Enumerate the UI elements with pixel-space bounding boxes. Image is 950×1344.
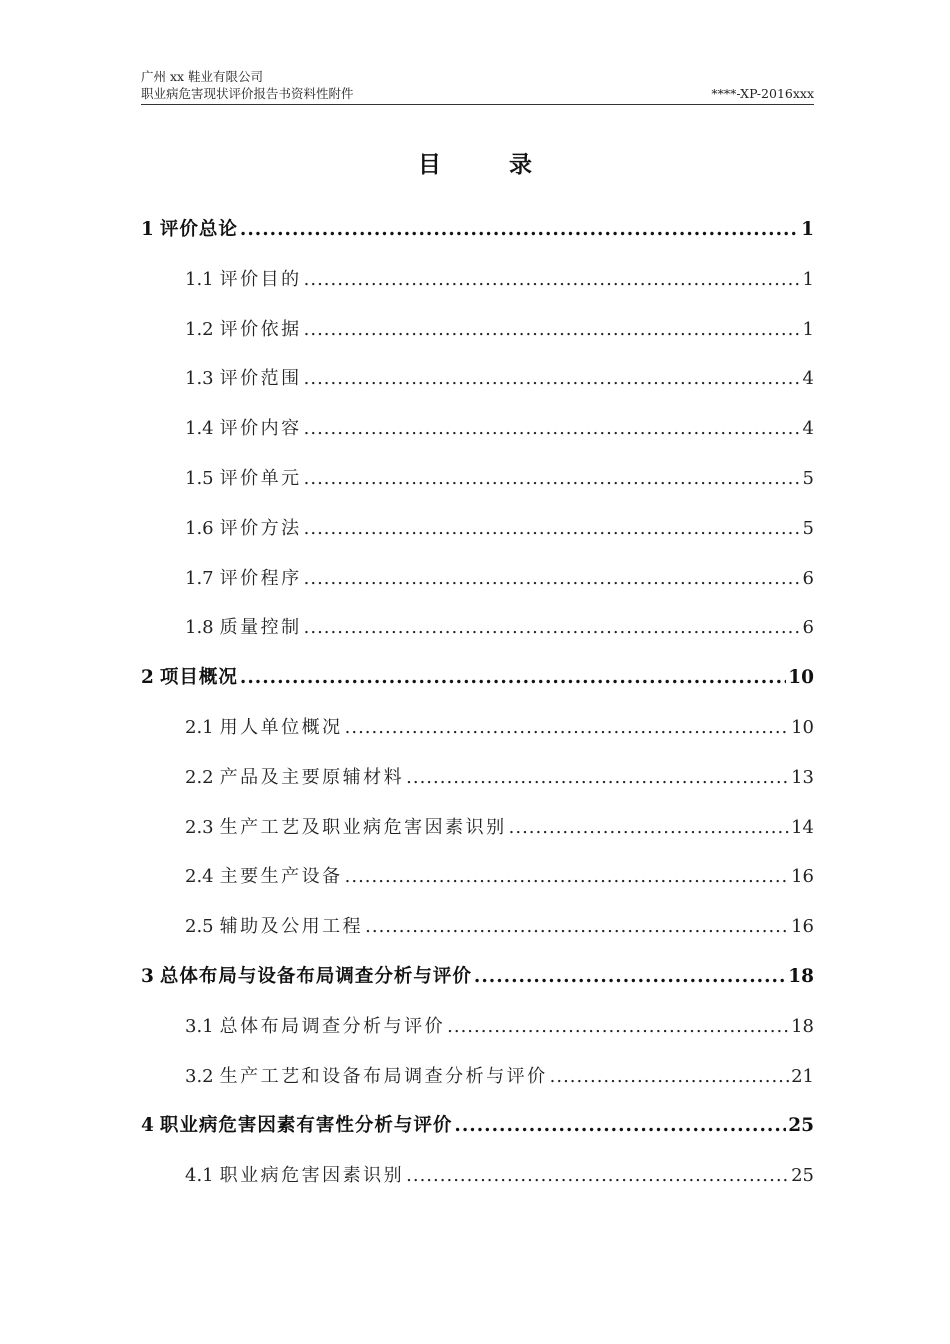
toc-entry-label: 辅助及公用工程 [219, 916, 364, 938]
toc-entry-page-number: 1 [801, 219, 814, 240]
toc-entry-page-number: 10 [791, 716, 814, 738]
toc-entry-number: 2 [141, 667, 154, 689]
toc-entry-label: 生产工艺及职业病危害因素识别 [219, 816, 507, 838]
toc-dot-leader [454, 1101, 786, 1151]
toc-entry-label: 评价方法 [219, 517, 302, 539]
toc-entry-page-number: 21 [791, 1065, 814, 1087]
toc-entry-label: 项目概况 [159, 667, 238, 689]
toc-dot-leader [304, 603, 801, 653]
toc-dot-leader [345, 852, 789, 902]
toc-entry-label: 评价目的 [219, 268, 302, 290]
toc-dot-leader [240, 653, 786, 703]
toc-entry-page-number: 1 [802, 268, 814, 290]
toc-entry-number: 2.3 [185, 816, 214, 838]
toc-entry-page-number: 5 [802, 517, 814, 539]
toc-entry-label: 评价范围 [219, 368, 302, 390]
toc-entry-number: 2.2 [185, 766, 214, 788]
toc-entry-number: 3 [141, 965, 154, 987]
toc-entry-number: 3.1 [185, 1015, 214, 1037]
toc-chapter-entry[interactable] [141, 952, 814, 1002]
toc-entry-page-number: 16 [791, 866, 814, 888]
toc-chapter-entry[interactable] [141, 1101, 814, 1151]
toc-entry-number: 1.7 [185, 567, 214, 589]
toc-dot-leader [304, 554, 801, 604]
toc-entry-number: 1.1 [185, 268, 214, 290]
toc-entry-number: 1.5 [185, 467, 214, 489]
toc-dot-leader [345, 703, 789, 753]
toc-section-entry[interactable] [141, 603, 814, 653]
header-line [141, 85, 814, 102]
toc-section-entry[interactable] [141, 753, 814, 803]
toc-dot-leader [550, 1052, 789, 1102]
toc-entry-page-number: 14 [791, 816, 814, 838]
toc-section-entry[interactable] [141, 404, 814, 454]
toc-dot-leader [304, 454, 801, 504]
toc-dot-leader [406, 753, 789, 803]
toc-dot-leader [304, 305, 801, 355]
toc-section-entry[interactable] [141, 504, 814, 554]
toc-dot-leader [304, 404, 801, 454]
toc-section-entry[interactable] [141, 1002, 814, 1052]
toc-section-entry[interactable] [141, 1052, 814, 1102]
toc-entry-page-number: 6 [802, 617, 814, 639]
toc-entry-page-number: 25 [791, 1165, 814, 1187]
toc-section-entry[interactable] [141, 305, 814, 355]
header-doc-title: 职业病危害现状评价报告书资料性附件 [141, 86, 354, 101]
toc-section-entry[interactable] [141, 554, 814, 604]
toc-entry-number: 3.2 [185, 1065, 214, 1087]
table-of-contents [141, 205, 814, 1201]
toc-entry-page-number: 10 [788, 667, 814, 689]
toc-entry-page-number: 18 [788, 965, 814, 987]
toc-entry-label: 主要生产设备 [219, 866, 343, 888]
toc-entry-page-number: 13 [791, 766, 814, 788]
toc-entry-number: 1.8 [185, 617, 214, 639]
toc-entry-label: 总体布局调查分析与评价 [219, 1015, 446, 1037]
toc-entry-page-number: 4 [802, 418, 814, 440]
toc-dot-leader [304, 354, 801, 404]
toc-entry-number: 1.2 [185, 318, 214, 340]
toc-entry-number: 1.6 [185, 517, 214, 539]
header-doc-code: ****-XP-2016xxx [711, 86, 814, 101]
toc-chapter-entry[interactable] [141, 653, 814, 703]
toc-entry-number: 2.4 [185, 866, 214, 888]
toc-entry-page-number: 16 [791, 916, 814, 938]
toc-dot-leader [406, 1151, 789, 1201]
toc-dot-leader [474, 952, 786, 1002]
toc-entry-page-number: 1 [802, 318, 814, 340]
toc-section-entry[interactable] [141, 703, 814, 753]
toc-dot-leader [304, 504, 801, 554]
toc-dot-leader [240, 205, 799, 255]
toc-dot-leader [509, 803, 789, 853]
toc-dot-leader [447, 1002, 789, 1052]
toc-entry-page-number: 18 [791, 1015, 814, 1037]
toc-dot-leader [304, 255, 801, 305]
toc-entry-label: 生产工艺和设备布局调查分析与评价 [219, 1065, 548, 1087]
toc-entry-label: 评价程序 [219, 567, 302, 589]
toc-section-entry[interactable] [141, 454, 814, 504]
page-title: 目 录 [417, 151, 562, 178]
toc-entry-page-number: 6 [802, 567, 814, 589]
toc-entry-label: 评价内容 [219, 418, 302, 440]
toc-section-entry[interactable] [141, 803, 814, 853]
toc-entry-label: 总体布局与设备布局调查分析与评价 [159, 965, 472, 987]
toc-entry-page-number: 25 [788, 1115, 814, 1137]
toc-entry-number: 1 [141, 219, 154, 240]
toc-entry-number: 1.3 [185, 368, 214, 390]
toc-entry-number: 2.5 [185, 916, 214, 938]
toc-entry-page-number: 5 [802, 467, 814, 489]
toc-entry-number: 1.4 [185, 418, 214, 440]
toc-entry-label: 评价总论 [159, 219, 238, 240]
page-header [141, 68, 814, 102]
toc-entry-number: 4 [141, 1115, 154, 1137]
toc-section-entry[interactable] [141, 1151, 814, 1201]
toc-entry-number: 4.1 [185, 1165, 214, 1187]
header-company: 广州 xx 鞋业有限公司 [141, 69, 264, 84]
toc-section-entry[interactable] [141, 852, 814, 902]
toc-entry-label: 评价单元 [219, 467, 302, 489]
toc-section-entry[interactable] [141, 255, 814, 305]
toc-entry-label: 职业病危害因素识别 [219, 1165, 405, 1187]
toc-dot-leader [365, 902, 789, 952]
toc-entry-label: 质量控制 [219, 617, 302, 639]
toc-entry-label: 评价依据 [219, 318, 302, 340]
toc-entry-label: 产品及主要原辅材料 [219, 766, 405, 788]
toc-entry-number: 2.1 [185, 716, 214, 738]
toc-entry-label: 职业病危害因素有害性分析与评价 [159, 1115, 453, 1137]
toc-entry-page-number: 4 [802, 368, 814, 390]
toc-section-entry[interactable] [141, 902, 814, 952]
toc-section-entry[interactable] [141, 354, 814, 404]
toc-chapter-entry[interactable] [141, 205, 814, 255]
header-divider [141, 104, 814, 105]
toc-entry-label: 用人单位概况 [219, 716, 343, 738]
